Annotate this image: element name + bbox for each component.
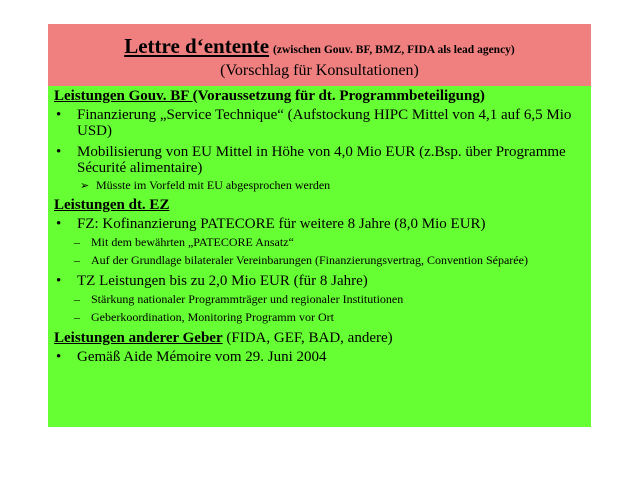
section-heading-rest: (Voraussetzung für dt. Programmbeteiligung) [192, 88, 485, 104]
dash-marker: – [74, 235, 80, 249]
dash-subitem [54, 253, 586, 268]
arrow-subitem [54, 178, 586, 193]
bullet-item [54, 216, 586, 232]
slide [48, 24, 591, 427]
bullet-marker: • [56, 107, 62, 123]
slide-subtitle: (Vorschlag für Konsultationen) [220, 62, 419, 79]
section-heading-text: Leistungen dt. EZ [54, 197, 170, 213]
dash-subitem [54, 292, 586, 307]
section-heading-andere-geber [54, 330, 586, 346]
section-heading-gouv-bf [54, 88, 586, 104]
title-parenthetical: (zwischen Gouv. BF, BMZ, FIDA als lead agency) [273, 44, 515, 56]
bullet-item [54, 107, 586, 139]
subitem-text: Auf der Grundlage bilateraler Vereinbarungen (Finanzierungsvertrag, Convention Séparée) [91, 253, 528, 267]
dash-marker: – [74, 253, 80, 267]
subitem-text: Mit dem bewährten „PATECORE Ansatz“ [91, 235, 294, 249]
subitem-text: Stärkung nationaler Programmträger und regionaler Institutionen [91, 292, 404, 306]
dash-subitem [54, 235, 586, 250]
bullet-text: Gemäß Aide Mémoire vom 29. Juni 2004 [77, 349, 327, 365]
section-heading-text: Leistungen anderer Geber [54, 330, 223, 346]
dash-marker: – [74, 292, 80, 306]
section-heading-rest: (FIDA, GEF, BAD, andere) [222, 330, 393, 346]
bullet-text: Finanzierung „Service Technique“ (Aufstockung HIPC Mittel von 4,1 auf 6,5 Mio USD) [77, 107, 572, 139]
section-heading-dt-ez [54, 197, 586, 213]
bullet-text: Mobilisierung von EU Mittel in Höhe von 4,0 Mio EUR (z.Bsp. über Programme Sécurité alimentaire) [77, 144, 566, 176]
subitem-text: Geberkoordination, Monitoring Programm vor Ort [91, 310, 334, 324]
bullet-text: TZ Leistungen bis zu 2,0 Mio EUR (für 8 Jahre) [77, 273, 368, 289]
bullet-marker: • [56, 216, 62, 232]
bullet-item [54, 349, 586, 365]
bullet-item [54, 273, 586, 289]
subitem-text: Müsste im Vorfeld mit EU abgesprochen werden [96, 178, 331, 192]
title-line [48, 34, 591, 59]
bullet-marker: • [56, 349, 62, 365]
bullet-item [54, 144, 586, 176]
dash-subitem [54, 310, 586, 325]
slide-content [54, 88, 586, 370]
bullet-text: FZ: Kofinanzierung PATECORE für weitere 8 Jahre (8,0 Mio EUR) [77, 216, 486, 232]
bullet-marker: • [56, 273, 62, 289]
slide-header [48, 24, 591, 86]
section-heading-text: Leistungen Gouv. BF [54, 88, 193, 104]
dash-marker: – [74, 310, 80, 324]
bullet-marker: • [56, 144, 62, 160]
arrow-marker: ➢ [80, 179, 90, 192]
slide-title: Lettre d‘entente [124, 34, 270, 58]
